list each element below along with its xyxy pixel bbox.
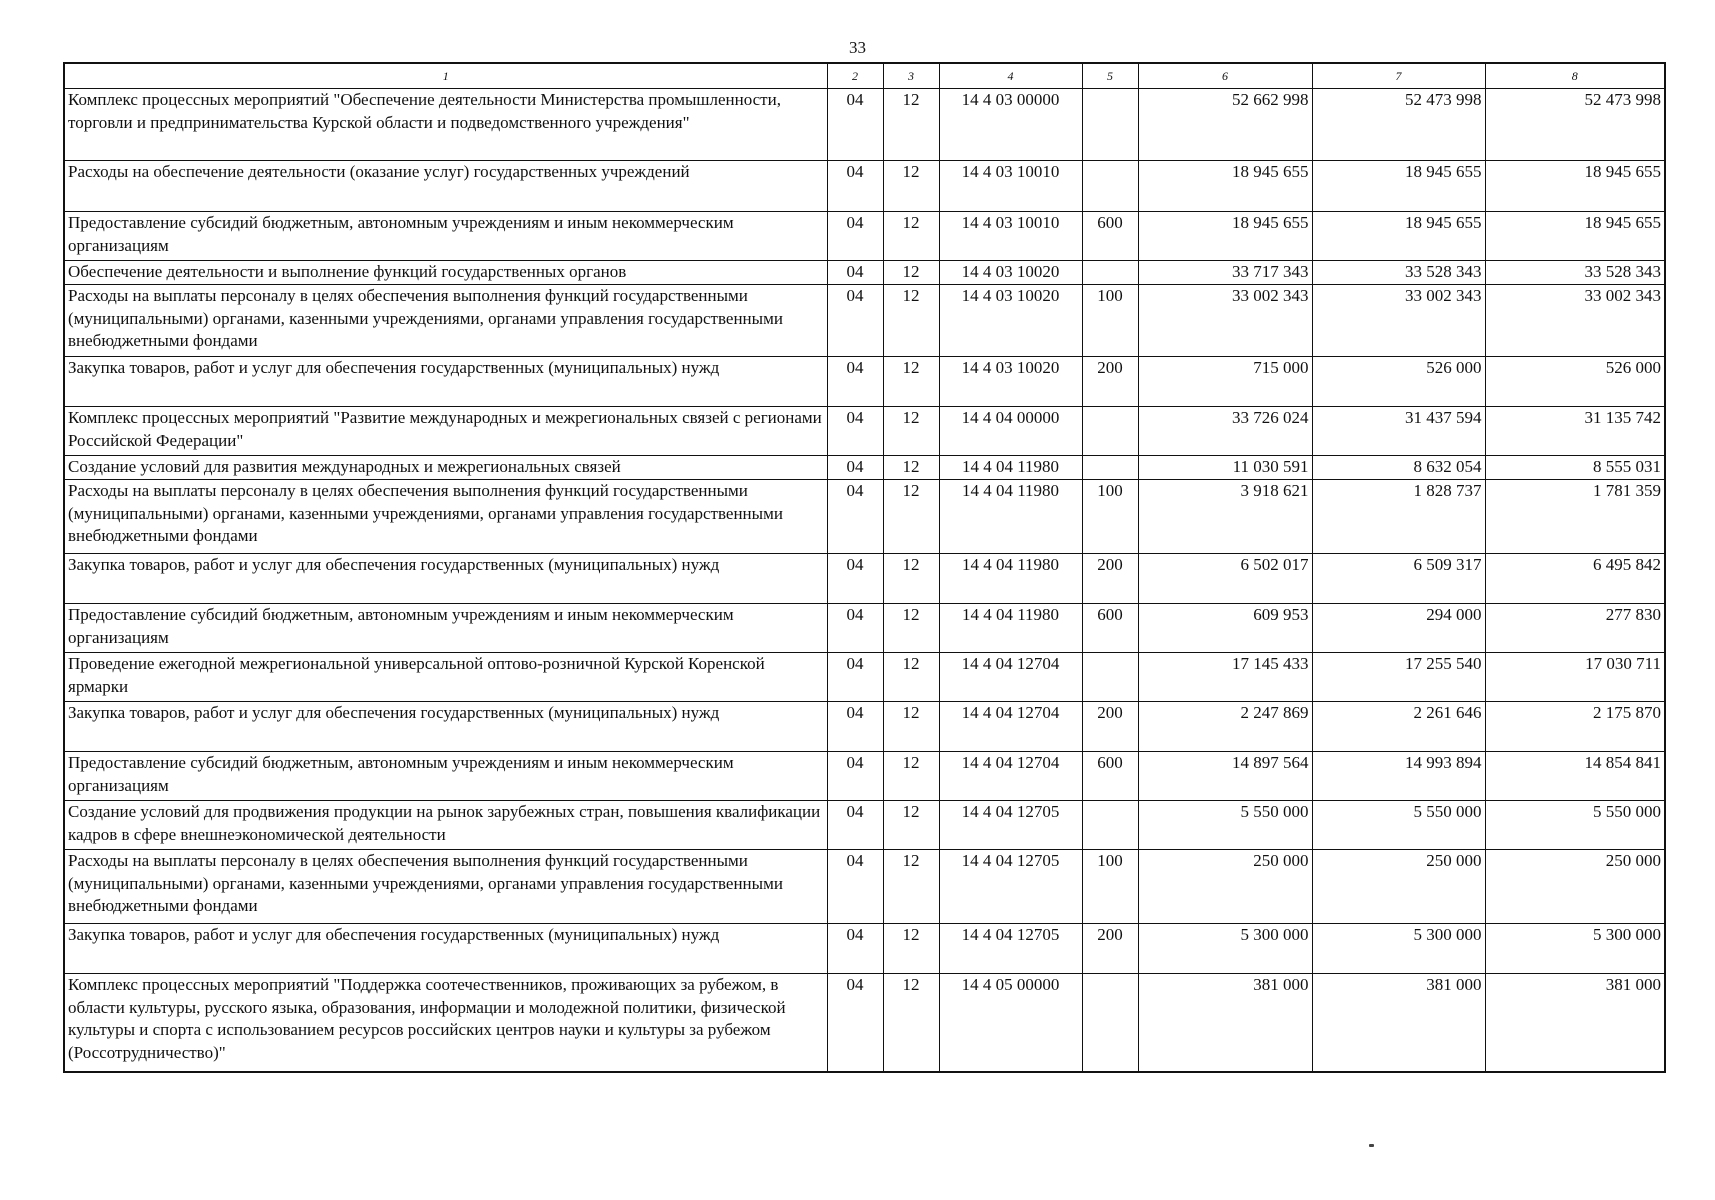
cell-col-4: 14 4 04 12705	[939, 850, 1082, 924]
cell-col-2: 04	[827, 261, 883, 285]
cell-col-4: 14 4 04 11980	[939, 554, 1082, 604]
cell-col-7: 18 945 655	[1312, 161, 1485, 212]
table-row	[64, 456, 1665, 480]
cell-col-8: 277 830	[1485, 604, 1665, 653]
cell-col-8: 17 030 711	[1485, 653, 1665, 702]
cell-col-3: 12	[883, 850, 939, 924]
cell-col-7: 33 528 343	[1312, 261, 1485, 285]
header-col-8: 8	[1485, 63, 1665, 89]
cell-col-6: 11 030 591	[1138, 456, 1312, 480]
cell-col-8: 5 300 000	[1485, 924, 1665, 974]
cell-col-4: 14 4 03 10010	[939, 161, 1082, 212]
row-name: Закупка товаров, работ и услуг для обеспечения государственных (муниципальных) нужд	[64, 357, 827, 407]
cell-col-5	[1082, 407, 1138, 456]
table-row	[64, 653, 1665, 702]
cell-col-3: 12	[883, 924, 939, 974]
cell-col-2: 04	[827, 924, 883, 974]
cell-col-6: 33 002 343	[1138, 285, 1312, 357]
table-row	[64, 850, 1665, 924]
budget-table	[63, 62, 1666, 1073]
cell-col-4: 14 4 03 10020	[939, 261, 1082, 285]
row-name: Предоставление субсидий бюджетным, автономным учреждениям и иным некоммерческим организациям	[64, 604, 827, 653]
cell-col-8: 8 555 031	[1485, 456, 1665, 480]
cell-col-8: 1 781 359	[1485, 480, 1665, 554]
cell-col-4: 14 4 03 10010	[939, 212, 1082, 261]
cell-col-6: 2 247 869	[1138, 702, 1312, 752]
cell-col-6: 33 717 343	[1138, 261, 1312, 285]
cell-col-3: 12	[883, 285, 939, 357]
table-row	[64, 702, 1665, 752]
cell-col-4: 14 4 04 12705	[939, 801, 1082, 850]
cell-col-5: 100	[1082, 480, 1138, 554]
cell-col-6: 14 897 564	[1138, 752, 1312, 801]
table-row	[64, 161, 1665, 212]
table-row	[64, 407, 1665, 456]
cell-col-4: 14 4 04 12704	[939, 653, 1082, 702]
cell-col-2: 04	[827, 357, 883, 407]
cell-col-7: 5 300 000	[1312, 924, 1485, 974]
cell-col-5: 600	[1082, 212, 1138, 261]
cell-col-3: 12	[883, 752, 939, 801]
cell-col-5: 200	[1082, 924, 1138, 974]
cell-col-5: 600	[1082, 752, 1138, 801]
cell-col-7: 1 828 737	[1312, 480, 1485, 554]
header-col-6: 6	[1138, 63, 1312, 89]
header-row	[64, 63, 1665, 89]
row-name: Расходы на выплаты персоналу в целях обеспечения выполнения функций государственными (муниципальными) органами, казенными учреждениями, органами управления государственными внебюджетными фондами	[64, 850, 827, 924]
table-row	[64, 89, 1665, 161]
cell-col-5	[1082, 261, 1138, 285]
row-name: Предоставление субсидий бюджетным, автономным учреждениям и иным некоммерческим организациям	[64, 752, 827, 801]
cell-col-4: 14 4 03 00000	[939, 89, 1082, 161]
cell-col-5	[1082, 801, 1138, 850]
cell-col-6: 715 000	[1138, 357, 1312, 407]
row-name: Обеспечение деятельности и выполнение функций государственных органов	[64, 261, 827, 285]
cell-col-4: 14 4 03 10020	[939, 357, 1082, 407]
cell-col-5: 200	[1082, 702, 1138, 752]
scan-speck	[1369, 1144, 1374, 1147]
cell-col-4: 14 4 04 12704	[939, 702, 1082, 752]
cell-col-8: 526 000	[1485, 357, 1665, 407]
row-name: Предоставление субсидий бюджетным, автономным учреждениям и иным некоммерческим организациям	[64, 212, 827, 261]
cell-col-7: 17 255 540	[1312, 653, 1485, 702]
cell-col-2: 04	[827, 212, 883, 261]
cell-col-5: 200	[1082, 554, 1138, 604]
cell-col-2: 04	[827, 480, 883, 554]
cell-col-2: 04	[827, 161, 883, 212]
cell-col-5	[1082, 161, 1138, 212]
cell-col-7: 52 473 998	[1312, 89, 1485, 161]
cell-col-6: 5 300 000	[1138, 924, 1312, 974]
cell-col-2: 04	[827, 974, 883, 1072]
cell-col-2: 04	[827, 285, 883, 357]
cell-col-8: 14 854 841	[1485, 752, 1665, 801]
cell-col-8: 250 000	[1485, 850, 1665, 924]
cell-col-7: 6 509 317	[1312, 554, 1485, 604]
row-name: Закупка товаров, работ и услуг для обеспечения государственных (муниципальных) нужд	[64, 554, 827, 604]
cell-col-4: 14 4 04 12704	[939, 752, 1082, 801]
row-name: Закупка товаров, работ и услуг для обеспечения государственных (муниципальных) нужд	[64, 702, 827, 752]
cell-col-8: 18 945 655	[1485, 161, 1665, 212]
cell-col-7: 14 993 894	[1312, 752, 1485, 801]
table-row	[64, 604, 1665, 653]
cell-col-5	[1082, 974, 1138, 1072]
cell-col-4: 14 4 03 10020	[939, 285, 1082, 357]
cell-col-8: 5 550 000	[1485, 801, 1665, 850]
table-row	[64, 261, 1665, 285]
cell-col-6: 33 726 024	[1138, 407, 1312, 456]
cell-col-7: 31 437 594	[1312, 407, 1485, 456]
cell-col-7: 294 000	[1312, 604, 1485, 653]
cell-col-6: 18 945 655	[1138, 161, 1312, 212]
cell-col-3: 12	[883, 974, 939, 1072]
cell-col-8: 52 473 998	[1485, 89, 1665, 161]
cell-col-5	[1082, 456, 1138, 480]
cell-col-2: 04	[827, 604, 883, 653]
row-name: Комплекс процессных мероприятий "Обеспечение деятельности Министерства промышленности, торговли и предпринимательства Курской области и подведомственного учреждения"	[64, 89, 827, 161]
table-row	[64, 924, 1665, 974]
cell-col-4: 14 4 04 12705	[939, 924, 1082, 974]
cell-col-4: 14 4 04 00000	[939, 407, 1082, 456]
cell-col-3: 12	[883, 261, 939, 285]
cell-col-5	[1082, 653, 1138, 702]
row-name: Комплекс процессных мероприятий "Поддержка соотечественников, проживающих за рубежом, в области культуры, русского языка, образования, информации и молодежной политики, физической культуры и спорта с использованием ресурсов российских центров науки и культуры за рубежом (Россотрудничество)"	[64, 974, 827, 1072]
header-col-5: 5	[1082, 63, 1138, 89]
cell-col-4: 14 4 04 11980	[939, 456, 1082, 480]
cell-col-7: 526 000	[1312, 357, 1485, 407]
table-row	[64, 752, 1665, 801]
row-name: Проведение ежегодной межрегиональной универсальной оптово-розничной Курской Коренской ярмарки	[64, 653, 827, 702]
cell-col-2: 04	[827, 554, 883, 604]
header-col-4: 4	[939, 63, 1082, 89]
cell-col-3: 12	[883, 456, 939, 480]
cell-col-5	[1082, 89, 1138, 161]
cell-col-3: 12	[883, 653, 939, 702]
cell-col-7: 8 632 054	[1312, 456, 1485, 480]
header-col-1: 1	[64, 63, 827, 89]
header-col-7: 7	[1312, 63, 1485, 89]
header-col-2: 2	[827, 63, 883, 89]
row-name: Закупка товаров, работ и услуг для обеспечения государственных (муниципальных) нужд	[64, 924, 827, 974]
cell-col-8: 33 528 343	[1485, 261, 1665, 285]
cell-col-6: 18 945 655	[1138, 212, 1312, 261]
cell-col-8: 2 175 870	[1485, 702, 1665, 752]
cell-col-2: 04	[827, 801, 883, 850]
row-name: Создание условий для продвижения продукции на рынок зарубежных стран, повышения квалификации кадров в сфере внешнеэкономической деятельности	[64, 801, 827, 850]
cell-col-6: 3 918 621	[1138, 480, 1312, 554]
cell-col-5: 600	[1082, 604, 1138, 653]
cell-col-4: 14 4 05 00000	[939, 974, 1082, 1072]
cell-col-4: 14 4 04 11980	[939, 480, 1082, 554]
row-name: Создание условий для развития международных и межрегиональных связей	[64, 456, 827, 480]
cell-col-3: 12	[883, 89, 939, 161]
table-row	[64, 357, 1665, 407]
table-row	[64, 285, 1665, 357]
row-name: Комплекс процессных мероприятий "Развитие международных и межрегиональных связей с регионами Российской Федерации"	[64, 407, 827, 456]
table-row	[64, 480, 1665, 554]
row-name: Расходы на выплаты персоналу в целях обеспечения выполнения функций государственными (муниципальными) органами, казенными учреждениями, органами управления государственными внебюджетными фондами	[64, 285, 827, 357]
cell-col-8: 381 000	[1485, 974, 1665, 1072]
cell-col-3: 12	[883, 702, 939, 752]
cell-col-2: 04	[827, 653, 883, 702]
row-name: Расходы на обеспечение деятельности (оказание услуг) государственных учреждений	[64, 161, 827, 212]
cell-col-3: 12	[883, 161, 939, 212]
header-col-3: 3	[883, 63, 939, 89]
cell-col-2: 04	[827, 456, 883, 480]
cell-col-6: 250 000	[1138, 850, 1312, 924]
cell-col-7: 2 261 646	[1312, 702, 1485, 752]
cell-col-6: 5 550 000	[1138, 801, 1312, 850]
cell-col-3: 12	[883, 212, 939, 261]
cell-col-7: 381 000	[1312, 974, 1485, 1072]
table-row	[64, 212, 1665, 261]
cell-col-7: 250 000	[1312, 850, 1485, 924]
cell-col-3: 12	[883, 801, 939, 850]
table-row	[64, 974, 1665, 1072]
cell-col-2: 04	[827, 407, 883, 456]
cell-col-2: 04	[827, 752, 883, 801]
cell-col-2: 04	[827, 850, 883, 924]
cell-col-5: 200	[1082, 357, 1138, 407]
cell-col-3: 12	[883, 357, 939, 407]
cell-col-7: 5 550 000	[1312, 801, 1485, 850]
cell-col-5: 100	[1082, 285, 1138, 357]
cell-col-8: 33 002 343	[1485, 285, 1665, 357]
page-number: 33	[849, 38, 866, 57]
cell-col-3: 12	[883, 604, 939, 653]
cell-col-2: 04	[827, 89, 883, 161]
row-name: Расходы на выплаты персоналу в целях обеспечения выполнения функций государственными (муниципальными) органами, казенными учреждениями, органами управления государственными внебюджетными фондами	[64, 480, 827, 554]
cell-col-3: 12	[883, 480, 939, 554]
cell-col-5: 100	[1082, 850, 1138, 924]
cell-col-2: 04	[827, 702, 883, 752]
cell-col-7: 33 002 343	[1312, 285, 1485, 357]
cell-col-8: 6 495 842	[1485, 554, 1665, 604]
table-row	[64, 801, 1665, 850]
cell-col-6: 52 662 998	[1138, 89, 1312, 161]
cell-col-8: 18 945 655	[1485, 212, 1665, 261]
cell-col-3: 12	[883, 407, 939, 456]
cell-col-4: 14 4 04 11980	[939, 604, 1082, 653]
cell-col-6: 609 953	[1138, 604, 1312, 653]
table-row	[64, 554, 1665, 604]
cell-col-6: 17 145 433	[1138, 653, 1312, 702]
cell-col-8: 31 135 742	[1485, 407, 1665, 456]
cell-col-6: 6 502 017	[1138, 554, 1312, 604]
cell-col-6: 381 000	[1138, 974, 1312, 1072]
cell-col-7: 18 945 655	[1312, 212, 1485, 261]
cell-col-3: 12	[883, 554, 939, 604]
